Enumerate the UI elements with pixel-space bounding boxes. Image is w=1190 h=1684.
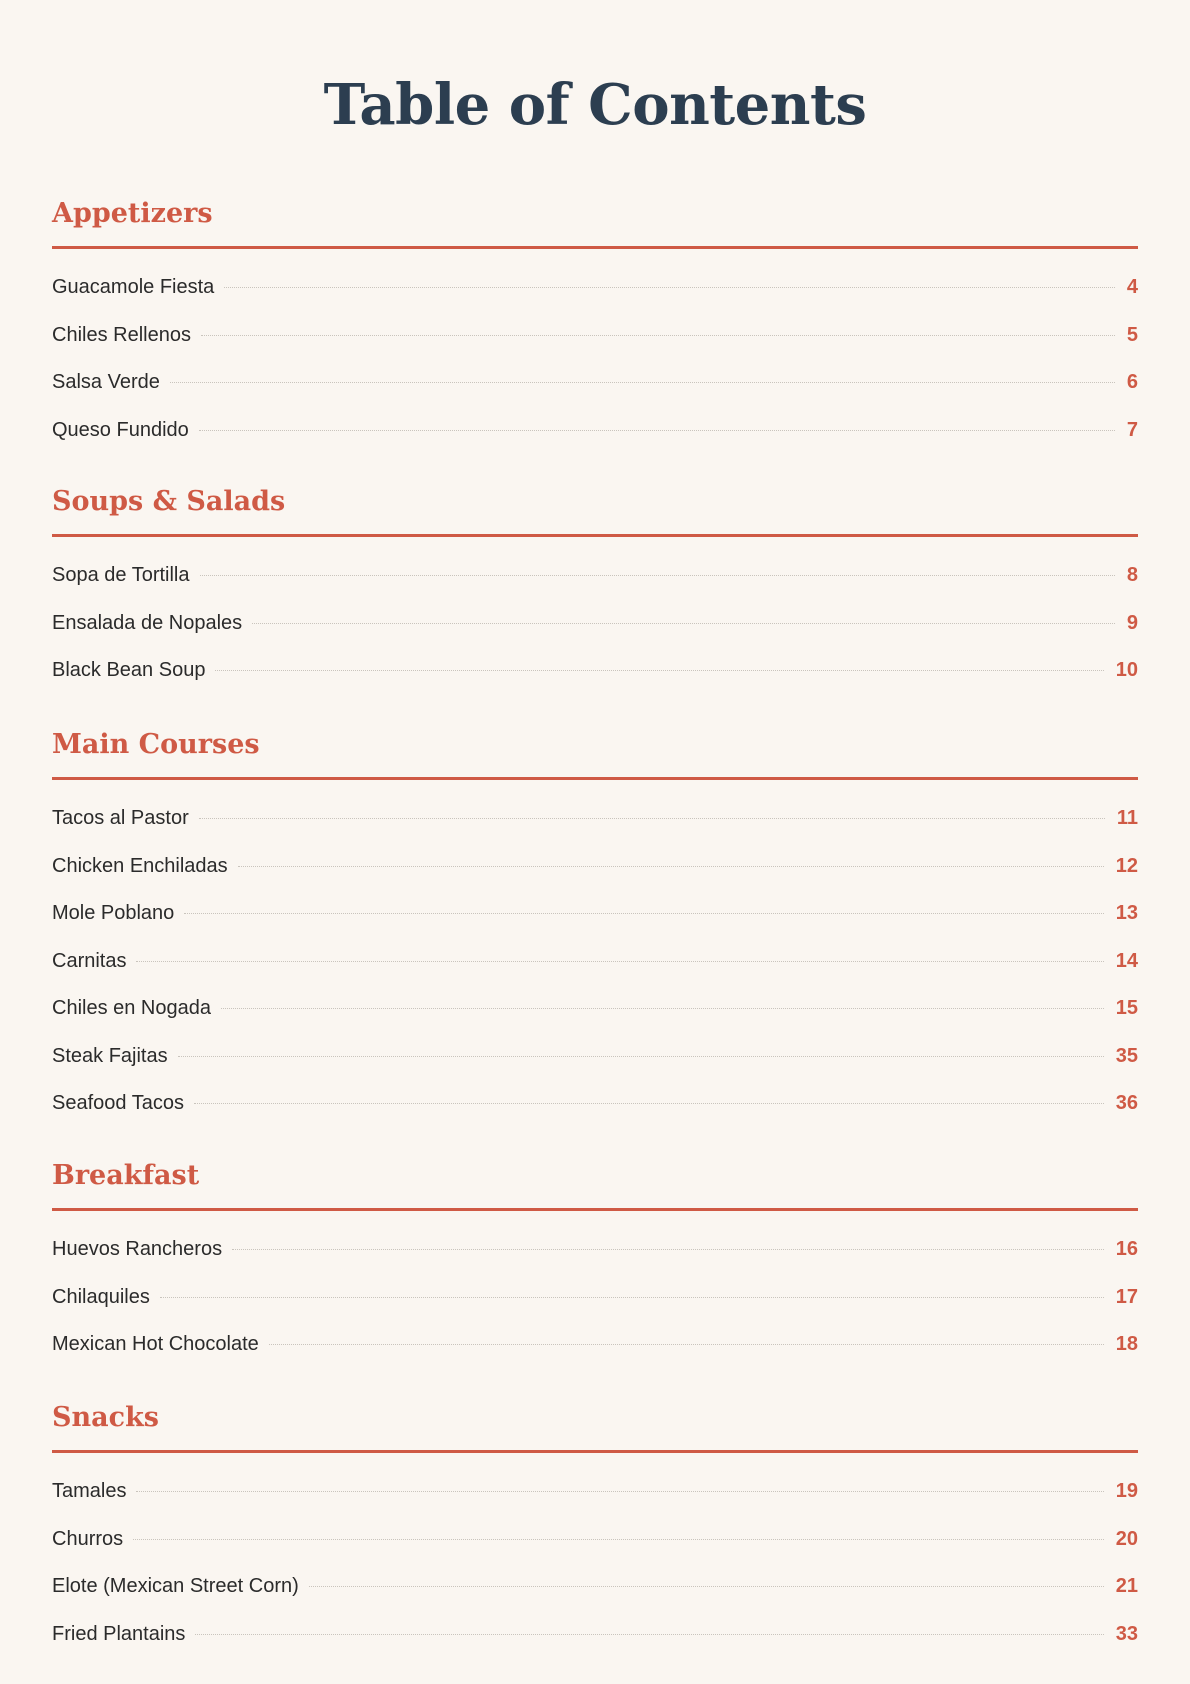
entry-page-number: 18 <box>1115 1333 1138 1355</box>
entry-page-number: 16 <box>1115 1238 1138 1260</box>
dot-leader <box>195 1633 1103 1635</box>
section-heading: Snacks <box>52 1398 1138 1453</box>
dot-leader <box>199 429 1115 431</box>
entry-page-number: 9 <box>1126 611 1138 634</box>
section-heading: Breakfast <box>52 1156 1138 1211</box>
toc-entry[interactable] <box>52 1279 1138 1327</box>
toc-entry[interactable] <box>52 412 1138 460</box>
toc-section-snacks <box>52 1398 1138 1663</box>
dot-leader <box>224 286 1115 288</box>
dot-leader <box>136 1490 1103 1492</box>
toc-entry[interactable] <box>52 1231 1138 1279</box>
toc-entry[interactable] <box>52 605 1138 653</box>
entry-title: Chiles en Nogada <box>52 997 211 1019</box>
entry-page-number: 15 <box>1115 997 1138 1019</box>
entry-title: Mexican Hot Chocolate <box>52 1333 259 1355</box>
page-title: Table of Contents <box>323 72 867 138</box>
toc-section-soups-salads <box>52 482 1138 700</box>
toc-entry[interactable] <box>52 652 1138 700</box>
entry-page-number: 17 <box>1115 1285 1138 1308</box>
toc-entry[interactable] <box>52 990 1138 1038</box>
entry-list <box>52 249 1138 459</box>
dot-leader <box>136 960 1103 962</box>
entry-title: Huevos Rancheros <box>52 1238 223 1260</box>
dot-leader <box>133 1538 1104 1540</box>
dot-leader <box>199 817 1105 819</box>
dot-leader <box>238 865 1104 867</box>
entry-page-number: 6 <box>1126 371 1138 393</box>
toc-entry[interactable] <box>52 1326 1138 1374</box>
dot-leader <box>201 334 1115 336</box>
entry-list <box>52 1453 1138 1663</box>
entry-page-number: 5 <box>1126 323 1138 346</box>
entry-page-number: 21 <box>1115 1575 1138 1597</box>
entry-page-number: 19 <box>1115 1480 1138 1502</box>
toc-section-breakfast <box>52 1156 1138 1374</box>
entry-title: Guacamole Fiesta <box>52 276 215 298</box>
entry-title: Salsa Verde <box>52 371 160 393</box>
entry-title: Chilaquiles <box>52 1285 150 1308</box>
entry-title: Churros <box>52 1527 124 1550</box>
dot-leader <box>252 622 1115 624</box>
toc-entry[interactable] <box>52 848 1138 896</box>
section-heading: Soups & Salads <box>52 482 1138 537</box>
entry-title: Fried Plantains <box>52 1622 186 1645</box>
entry-page-number: 13 <box>1115 902 1138 924</box>
toc-entry[interactable] <box>52 557 1138 605</box>
entry-list <box>52 780 1138 1133</box>
dot-leader <box>221 1007 1104 1009</box>
entry-page-number: 8 <box>1126 564 1138 586</box>
entry-title: Elote (Mexican Street Corn) <box>52 1575 299 1597</box>
entry-page-number: 35 <box>1115 1044 1138 1067</box>
toc-section-main-courses <box>52 725 1138 1133</box>
toc-entry[interactable] <box>52 895 1138 943</box>
dot-leader <box>184 912 1103 914</box>
entry-title: Carnitas <box>52 949 127 972</box>
toc-entry[interactable] <box>52 364 1138 412</box>
entry-page-number: 7 <box>1126 418 1138 441</box>
entry-page-number: 4 <box>1126 276 1138 298</box>
entry-title: Tamales <box>52 1480 127 1502</box>
toc-section-appetizers <box>52 194 1138 459</box>
toc-entry[interactable] <box>52 943 1138 991</box>
entry-title: Chiles Rellenos <box>52 323 191 346</box>
entry-title: Queso Fundido <box>52 418 189 441</box>
dot-leader <box>200 574 1115 576</box>
entry-title: Seafood Tacos <box>52 1092 184 1114</box>
entry-title: Chicken Enchiladas <box>52 854 228 877</box>
toc-entry[interactable] <box>52 1473 1138 1521</box>
entry-list <box>52 1211 1138 1374</box>
toc-entry[interactable] <box>52 1521 1138 1569</box>
toc-entry[interactable] <box>52 1085 1138 1133</box>
entry-title: Ensalada de Nopales <box>52 611 243 634</box>
entry-page-number: 36 <box>1115 1092 1138 1114</box>
dot-leader <box>269 1343 1104 1345</box>
entry-page-number: 33 <box>1115 1622 1138 1645</box>
entry-page-number: 14 <box>1115 949 1138 972</box>
entry-page-number: 12 <box>1115 854 1138 877</box>
entry-list <box>52 537 1138 700</box>
entry-title: Black Bean Soup <box>52 659 206 681</box>
section-heading: Appetizers <box>52 194 1138 249</box>
dot-leader <box>194 1102 1104 1104</box>
dot-leader <box>170 381 1115 383</box>
toc-entry[interactable] <box>52 1038 1138 1086</box>
entry-page-number: 20 <box>1115 1527 1138 1550</box>
entry-title: Steak Fajitas <box>52 1044 168 1067</box>
dot-leader <box>309 1585 1104 1587</box>
toc-entry[interactable] <box>52 1568 1138 1616</box>
section-heading: Main Courses <box>52 725 1138 780</box>
dot-leader <box>160 1296 1104 1298</box>
dot-leader <box>178 1055 1104 1057</box>
entry-title: Sopa de Tortilla <box>52 564 190 586</box>
dot-leader <box>232 1248 1104 1250</box>
entry-title: Mole Poblano <box>52 902 175 924</box>
toc-entry[interactable] <box>52 1616 1138 1664</box>
dot-leader <box>215 669 1103 671</box>
toc-entry[interactable] <box>52 269 1138 317</box>
toc-entry[interactable] <box>52 317 1138 365</box>
entry-page-number: 10 <box>1115 659 1138 681</box>
entry-page-number: 11 <box>1116 807 1138 829</box>
entry-title: Tacos al Pastor <box>52 807 189 829</box>
toc-entry[interactable] <box>52 800 1138 848</box>
